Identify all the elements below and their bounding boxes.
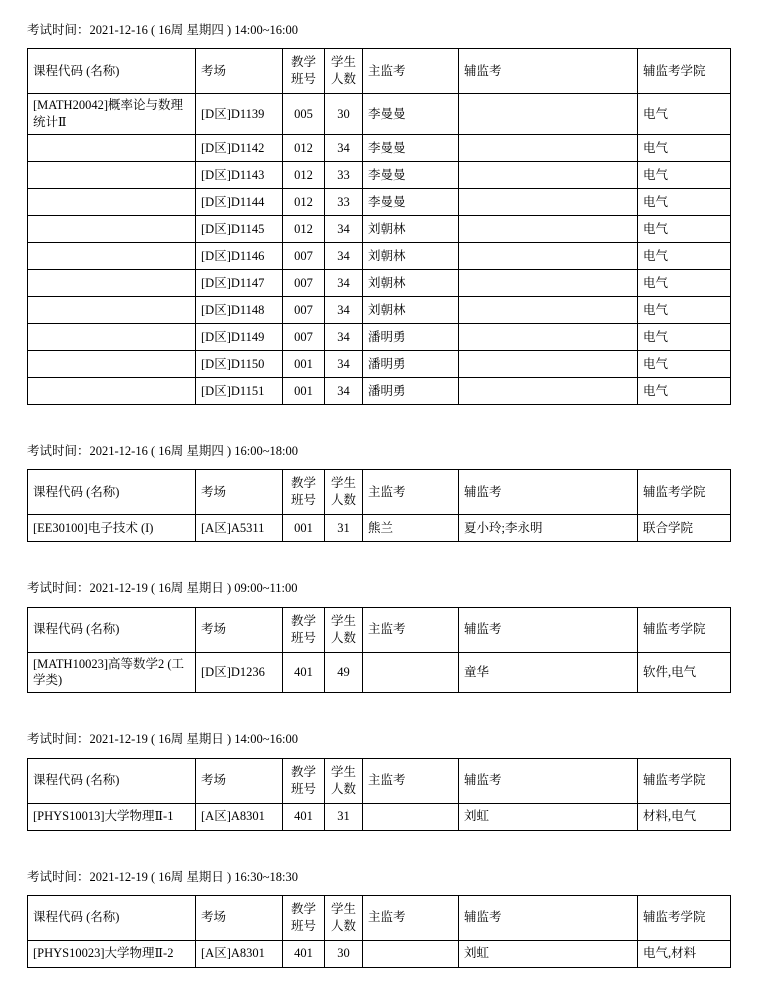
exam-time-label: 考试时间：2021-12-19 ( 16周 星期日 ) 14:00~16:00 bbox=[27, 732, 298, 747]
column-header: 主监考 bbox=[363, 895, 459, 940]
course-cell bbox=[28, 243, 196, 270]
column-header: 辅监考 bbox=[459, 470, 638, 515]
column-header: 课程代码 (名称) bbox=[28, 895, 196, 940]
assistant-invigilator-cell bbox=[459, 297, 638, 324]
students-cell: 34 bbox=[325, 243, 363, 270]
assistant-invigilator-cell bbox=[459, 324, 638, 351]
table-row bbox=[28, 324, 731, 351]
class-no-cell: 007 bbox=[283, 324, 325, 351]
class-no-cell: 007 bbox=[283, 243, 325, 270]
assistant-invigilator-cell bbox=[459, 189, 638, 216]
table-row bbox=[28, 189, 731, 216]
room-cell: [D区]D1143 bbox=[196, 162, 283, 189]
column-header: 考场 bbox=[196, 49, 283, 94]
column-header: 辅监考学院 bbox=[638, 607, 731, 652]
column-header: 学生人数 bbox=[325, 895, 363, 940]
table-row bbox=[28, 243, 731, 270]
column-header: 辅监考 bbox=[459, 49, 638, 94]
exam-table bbox=[27, 607, 731, 694]
exam-table bbox=[27, 895, 731, 968]
table-header-row bbox=[28, 49, 731, 94]
chief-invigilator-cell bbox=[363, 940, 459, 967]
class-no-cell: 401 bbox=[283, 803, 325, 830]
room-cell: [D区]D1145 bbox=[196, 216, 283, 243]
column-header: 学生人数 bbox=[325, 49, 363, 94]
column-header: 辅监考学院 bbox=[638, 49, 731, 94]
column-header: 考场 bbox=[196, 895, 283, 940]
table-row bbox=[28, 378, 731, 405]
column-header: 辅监考学院 bbox=[638, 758, 731, 803]
college-cell: 电气 bbox=[638, 189, 731, 216]
table-row bbox=[28, 270, 731, 297]
college-cell: 电气,材料 bbox=[638, 940, 731, 967]
exam-table bbox=[27, 48, 731, 405]
students-cell: 34 bbox=[325, 270, 363, 297]
chief-invigilator-cell: 李曼曼 bbox=[363, 189, 459, 216]
column-header: 辅监考学院 bbox=[638, 470, 731, 515]
column-header: 学生人数 bbox=[325, 470, 363, 515]
course-cell bbox=[28, 270, 196, 297]
college-cell: 电气 bbox=[638, 162, 731, 189]
room-cell: [A区]A5311 bbox=[196, 515, 283, 542]
college-cell: 电气 bbox=[638, 270, 731, 297]
table-row bbox=[28, 652, 731, 693]
college-cell: 电气 bbox=[638, 297, 731, 324]
assistant-invigilator-cell bbox=[459, 135, 638, 162]
room-cell: [D区]D1149 bbox=[196, 324, 283, 351]
college-cell: 电气 bbox=[638, 216, 731, 243]
table-row bbox=[28, 515, 731, 542]
column-header: 教学班号 bbox=[283, 607, 325, 652]
column-header: 教学班号 bbox=[283, 895, 325, 940]
table-row bbox=[28, 940, 731, 967]
chief-invigilator-cell: 刘朝林 bbox=[363, 216, 459, 243]
class-no-cell: 007 bbox=[283, 270, 325, 297]
exam-session-section bbox=[27, 731, 742, 830]
students-cell: 34 bbox=[325, 297, 363, 324]
column-header: 主监考 bbox=[363, 607, 459, 652]
class-no-cell: 012 bbox=[283, 162, 325, 189]
table-header-row bbox=[28, 470, 731, 515]
exam-time-label: 考试时间：2021-12-16 ( 16周 星期四 ) 14:00~16:00 bbox=[27, 23, 298, 37]
students-cell: 30 bbox=[325, 940, 363, 967]
college-cell: 电气 bbox=[638, 94, 731, 135]
college-cell: 电气 bbox=[638, 135, 731, 162]
column-header: 辅监考 bbox=[459, 895, 638, 940]
column-header: 课程代码 (名称) bbox=[28, 470, 196, 515]
college-cell: 联合学院 bbox=[638, 515, 731, 542]
table-row bbox=[28, 216, 731, 243]
table-header-row bbox=[28, 895, 731, 940]
column-header: 辅监考学院 bbox=[638, 895, 731, 940]
room-cell: [D区]D1147 bbox=[196, 270, 283, 297]
students-cell: 34 bbox=[325, 135, 363, 162]
chief-invigilator-cell: 李曼曼 bbox=[363, 135, 459, 162]
chief-invigilator-cell: 刘朝林 bbox=[363, 243, 459, 270]
room-cell: [D区]D1142 bbox=[196, 135, 283, 162]
assistant-invigilator-cell bbox=[459, 270, 638, 297]
course-cell bbox=[28, 378, 196, 405]
college-cell: 材料,电气 bbox=[638, 803, 731, 830]
column-header: 考场 bbox=[196, 470, 283, 515]
column-header: 主监考 bbox=[363, 470, 459, 515]
table-row bbox=[28, 351, 731, 378]
assistant-invigilator-cell bbox=[459, 94, 638, 135]
chief-invigilator-cell bbox=[363, 803, 459, 830]
table-row bbox=[28, 135, 731, 162]
college-cell: 电气 bbox=[638, 243, 731, 270]
class-no-cell: 401 bbox=[283, 940, 325, 967]
column-header: 课程代码 (名称) bbox=[28, 49, 196, 94]
course-cell: [PHYS10023]大学物理Ⅱ-2 bbox=[28, 940, 196, 967]
room-cell: [D区]D1139 bbox=[196, 94, 283, 135]
exam-time-label: 考试时间：2021-12-16 ( 16周 星期四 ) 16:00~18:00 bbox=[27, 444, 298, 458]
column-header: 教学班号 bbox=[283, 758, 325, 803]
college-cell: 软件,电气 bbox=[638, 652, 731, 693]
course-cell: [MATH10023]高等数学2 (工学类) bbox=[28, 652, 196, 693]
room-cell: [A区]A8301 bbox=[196, 803, 283, 830]
table-row bbox=[28, 94, 731, 135]
exam-session-section bbox=[27, 869, 742, 968]
course-cell bbox=[28, 189, 196, 216]
course-cell bbox=[28, 297, 196, 324]
class-no-cell: 001 bbox=[283, 378, 325, 405]
column-header: 学生人数 bbox=[325, 607, 363, 652]
exam-time-label: 考试时间：2021-12-19 ( 16周 星期日 ) 09:00~11:00 bbox=[27, 581, 298, 596]
exam-table bbox=[27, 758, 731, 831]
assistant-invigilator-cell: 夏小玲;李永明 bbox=[459, 515, 638, 542]
class-no-cell: 001 bbox=[283, 515, 325, 542]
students-cell: 31 bbox=[325, 515, 363, 542]
students-cell: 34 bbox=[325, 378, 363, 405]
chief-invigilator-cell: 李曼曼 bbox=[363, 94, 459, 135]
chief-invigilator-cell: 刘朝林 bbox=[363, 297, 459, 324]
students-cell: 49 bbox=[325, 652, 363, 693]
students-cell: 31 bbox=[325, 803, 363, 830]
column-header: 教学班号 bbox=[283, 49, 325, 94]
class-no-cell: 005 bbox=[283, 94, 325, 135]
course-cell bbox=[28, 135, 196, 162]
students-cell: 34 bbox=[325, 351, 363, 378]
assistant-invigilator-cell: 童华 bbox=[459, 652, 638, 693]
column-header: 课程代码 (名称) bbox=[28, 758, 196, 803]
class-no-cell: 012 bbox=[283, 135, 325, 162]
column-header: 主监考 bbox=[363, 758, 459, 803]
course-cell bbox=[28, 351, 196, 378]
column-header: 课程代码 (名称) bbox=[28, 607, 196, 652]
class-no-cell: 001 bbox=[283, 351, 325, 378]
chief-invigilator-cell: 刘朝林 bbox=[363, 270, 459, 297]
exam-session-section bbox=[27, 580, 742, 693]
chief-invigilator-cell bbox=[363, 652, 459, 693]
table-row bbox=[28, 803, 731, 830]
course-cell: [EE30100]电子技术 (I) bbox=[28, 515, 196, 542]
room-cell: [A区]A8301 bbox=[196, 940, 283, 967]
chief-invigilator-cell: 熊兰 bbox=[363, 515, 459, 542]
column-header: 考场 bbox=[196, 758, 283, 803]
college-cell: 电气 bbox=[638, 378, 731, 405]
course-cell bbox=[28, 216, 196, 243]
assistant-invigilator-cell: 刘虹 bbox=[459, 940, 638, 967]
room-cell: [D区]D1148 bbox=[196, 297, 283, 324]
room-cell: [D区]D1236 bbox=[196, 652, 283, 693]
room-cell: [D区]D1151 bbox=[196, 378, 283, 405]
assistant-invigilator-cell: 刘虹 bbox=[459, 803, 638, 830]
chief-invigilator-cell: 李曼曼 bbox=[363, 162, 459, 189]
course-cell bbox=[28, 162, 196, 189]
assistant-invigilator-cell bbox=[459, 351, 638, 378]
students-cell: 30 bbox=[325, 94, 363, 135]
class-no-cell: 012 bbox=[283, 189, 325, 216]
exam-session-section bbox=[27, 443, 742, 542]
assistant-invigilator-cell bbox=[459, 216, 638, 243]
room-cell: [D区]D1150 bbox=[196, 351, 283, 378]
table-row bbox=[28, 297, 731, 324]
column-header: 考场 bbox=[196, 607, 283, 652]
students-cell: 34 bbox=[325, 324, 363, 351]
table-header-row bbox=[28, 758, 731, 803]
column-header: 辅监考 bbox=[459, 758, 638, 803]
students-cell: 33 bbox=[325, 189, 363, 216]
students-cell: 33 bbox=[325, 162, 363, 189]
exam-table bbox=[27, 469, 731, 542]
class-no-cell: 007 bbox=[283, 297, 325, 324]
exam-session-section bbox=[27, 22, 742, 405]
assistant-invigilator-cell bbox=[459, 378, 638, 405]
column-header: 教学班号 bbox=[283, 470, 325, 515]
room-cell: [D区]D1144 bbox=[196, 189, 283, 216]
table-row bbox=[28, 162, 731, 189]
college-cell: 电气 bbox=[638, 324, 731, 351]
college-cell: 电气 bbox=[638, 351, 731, 378]
room-cell: [D区]D1146 bbox=[196, 243, 283, 270]
exam-time-label: 考试时间：2021-12-19 ( 16周 星期日 ) 16:30~18:30 bbox=[27, 869, 298, 884]
class-no-cell: 401 bbox=[283, 652, 325, 693]
students-cell: 34 bbox=[325, 216, 363, 243]
class-no-cell: 012 bbox=[283, 216, 325, 243]
chief-invigilator-cell: 潘明勇 bbox=[363, 378, 459, 405]
assistant-invigilator-cell bbox=[459, 243, 638, 270]
course-cell: [MATH20042]概率论与数理统计Ⅱ bbox=[28, 94, 196, 135]
course-cell: [PHYS10013]大学物理Ⅱ-1 bbox=[28, 803, 196, 830]
table-header-row bbox=[28, 607, 731, 652]
assistant-invigilator-cell bbox=[459, 162, 638, 189]
course-cell bbox=[28, 324, 196, 351]
column-header: 辅监考 bbox=[459, 607, 638, 652]
column-header: 学生人数 bbox=[325, 758, 363, 803]
chief-invigilator-cell: 潘明勇 bbox=[363, 351, 459, 378]
chief-invigilator-cell: 潘明勇 bbox=[363, 324, 459, 351]
column-header: 主监考 bbox=[363, 49, 459, 94]
